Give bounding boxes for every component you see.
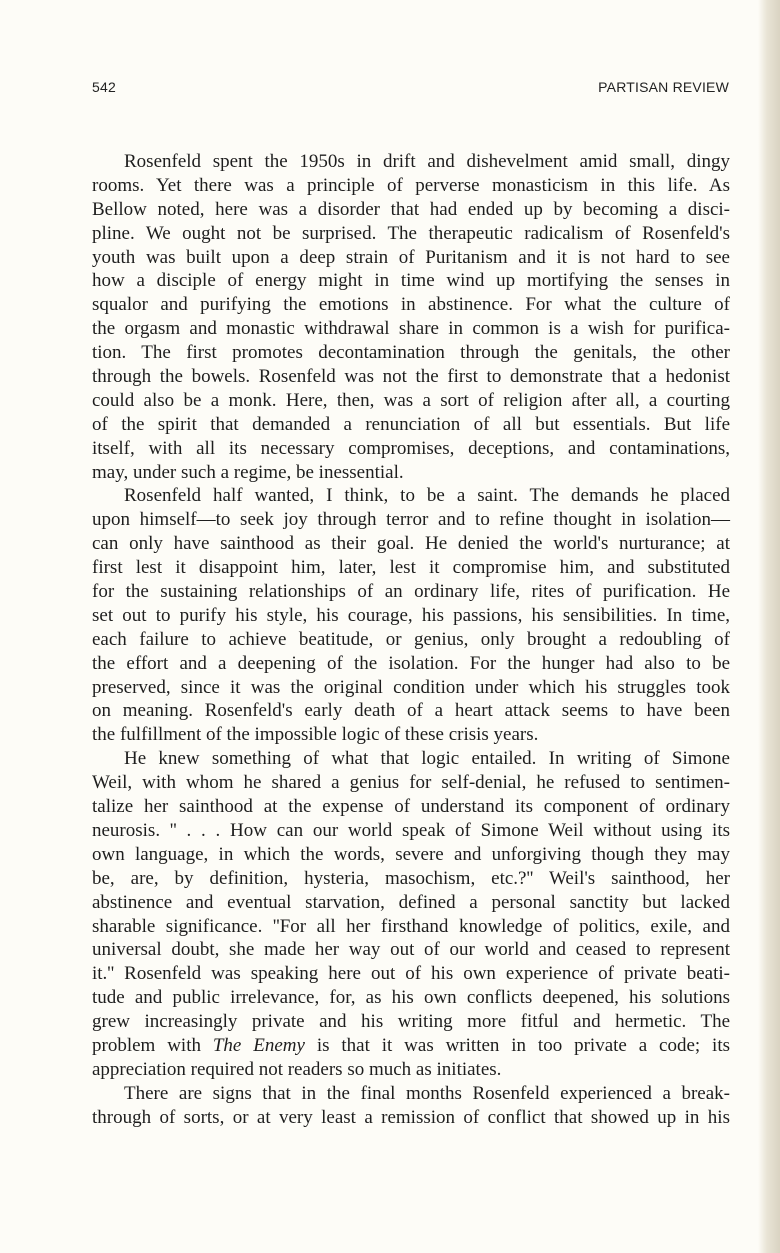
text-line: could also be a monk. Here, then, was a sort of religion after all, a courting [92, 389, 730, 411]
text-line: There are signs that in the final months Rosenfeld experienced a break- [124, 1082, 730, 1104]
text-line: Bellow noted, here was a disorder that had ended up by becoming a disci- [92, 198, 730, 220]
text-line: preserved, since it was the original condition under which his struggles took [92, 676, 730, 698]
text-line: talize her sainthood at the expense of understand its component of ordinary [92, 796, 730, 818]
text-line: each failure to achieve beatitude, or genius, only brought a redoubling of [92, 628, 730, 650]
text-line: upon himself—to seek joy through terror and to refine thought in isolation— [92, 509, 730, 531]
text-line: youth was built upon a deep strain of Puritanism and it is not hard to see [92, 246, 730, 268]
text-line: be, are, by definition, hysteria, masochism, etc.?'' Weil's sainthood, her [92, 867, 730, 889]
text-line: it.'' Rosenfeld was speaking here out of his own experience of private beati- [92, 963, 730, 985]
text-line: grew increasingly private and his writing more fitful and hermetic. The [92, 1011, 730, 1033]
text-line: tion. The first promotes decontamination through the genitals, the other [92, 342, 730, 364]
text-line: for the sustaining relationships of an ordinary life, rites of purification. He [92, 581, 730, 603]
text-line: Rosenfeld half wanted, I think, to be a saint. The demands he placed [124, 485, 730, 507]
text-line: Rosenfeld spent the 1950s in drift and dishevelment amid small, dingy [124, 151, 730, 172]
text-line: sharable significance. ''For all her firsthand knowledge of politics, exile, and [92, 915, 730, 937]
text-line: may, under such a regime, be inessential. [92, 461, 404, 483]
page-number: 542 [92, 79, 116, 95]
text-line: squalor and purifying the emotions in abstinence. For what the culture of [92, 294, 730, 316]
running-header-journal-title: PARTISAN REVIEW [598, 79, 729, 95]
text-line: He knew something of what that logic entailed. In writing of Simone [124, 748, 730, 770]
paragraph [92, 484, 730, 747]
text-line: can only have sainthood as their goal. He denied the world's nurturance; at [92, 533, 730, 555]
text-line: rooms. Yet there was a principle of perverse monasticism in this life. As [92, 174, 730, 196]
text-line: first lest it disappoint him, later, lest it compromise him, and substituted [92, 557, 730, 579]
text-line: of the spirit that demanded a renunciation of all but essentials. But life [92, 413, 730, 435]
text-line: through of sorts, or at very least a remission of conflict that showed up in his [92, 1106, 730, 1128]
text-line: tude and public irrelevance, for, as his own conflicts deepened, his solutions [92, 987, 730, 1009]
paragraph [92, 747, 730, 1081]
text-line: Weil, with whom he shared a genius for self-denial, he refused to sentimen- [92, 772, 730, 794]
text-line: set out to purify his style, his courage, his passions, his sensibilities. In time, [92, 604, 730, 626]
text-segment: problem with [92, 1034, 213, 1056]
text-line: pline. We ought not be surprised. The therapeutic radicalism of Rosenfeld's [92, 222, 730, 244]
article-body [92, 150, 730, 1130]
text-line: appreciation required not readers so much as initiates. [92, 1058, 502, 1080]
text-line: universal doubt, she made her way out of our world and ceased to represent [92, 939, 730, 961]
text-line: the effort and a deepening of the isolation. For the hunger had also to be [92, 652, 730, 674]
text-line: on meaning. Rosenfeld's early death of a heart attack seems to have been [92, 700, 730, 722]
text-line: the fulfillment of the impossible logic of these crisis years. [92, 724, 539, 746]
page-edge-shadow [758, 0, 780, 1253]
text-segment: is that it was written in too private a code; its [304, 1034, 730, 1056]
paragraph [92, 150, 730, 484]
text-line: the orgasm and monastic withdrawal share in common is a wish for purifica- [92, 318, 730, 340]
text-line: how a disciple of energy might in time wind up mortifying the senses in [92, 270, 730, 292]
text-line: abstinence and eventual starvation, defined a personal sanctity but lacked [92, 891, 730, 913]
text-line: through the bowels. Rosenfeld was not the first to demonstrate that a hedonist [92, 366, 730, 388]
text-line [92, 1034, 730, 1058]
paragraph [92, 1082, 730, 1130]
text-line: itself, with all its necessary compromises, deceptions, and contaminations, [92, 437, 730, 459]
text-line: own language, in which the words, severe and unforgiving though they may [92, 843, 730, 865]
book-title-italic: The Enemy [212, 1034, 305, 1056]
text-line: neurosis. '' . . . How can our world speak of Simone Weil without using its [92, 819, 730, 841]
